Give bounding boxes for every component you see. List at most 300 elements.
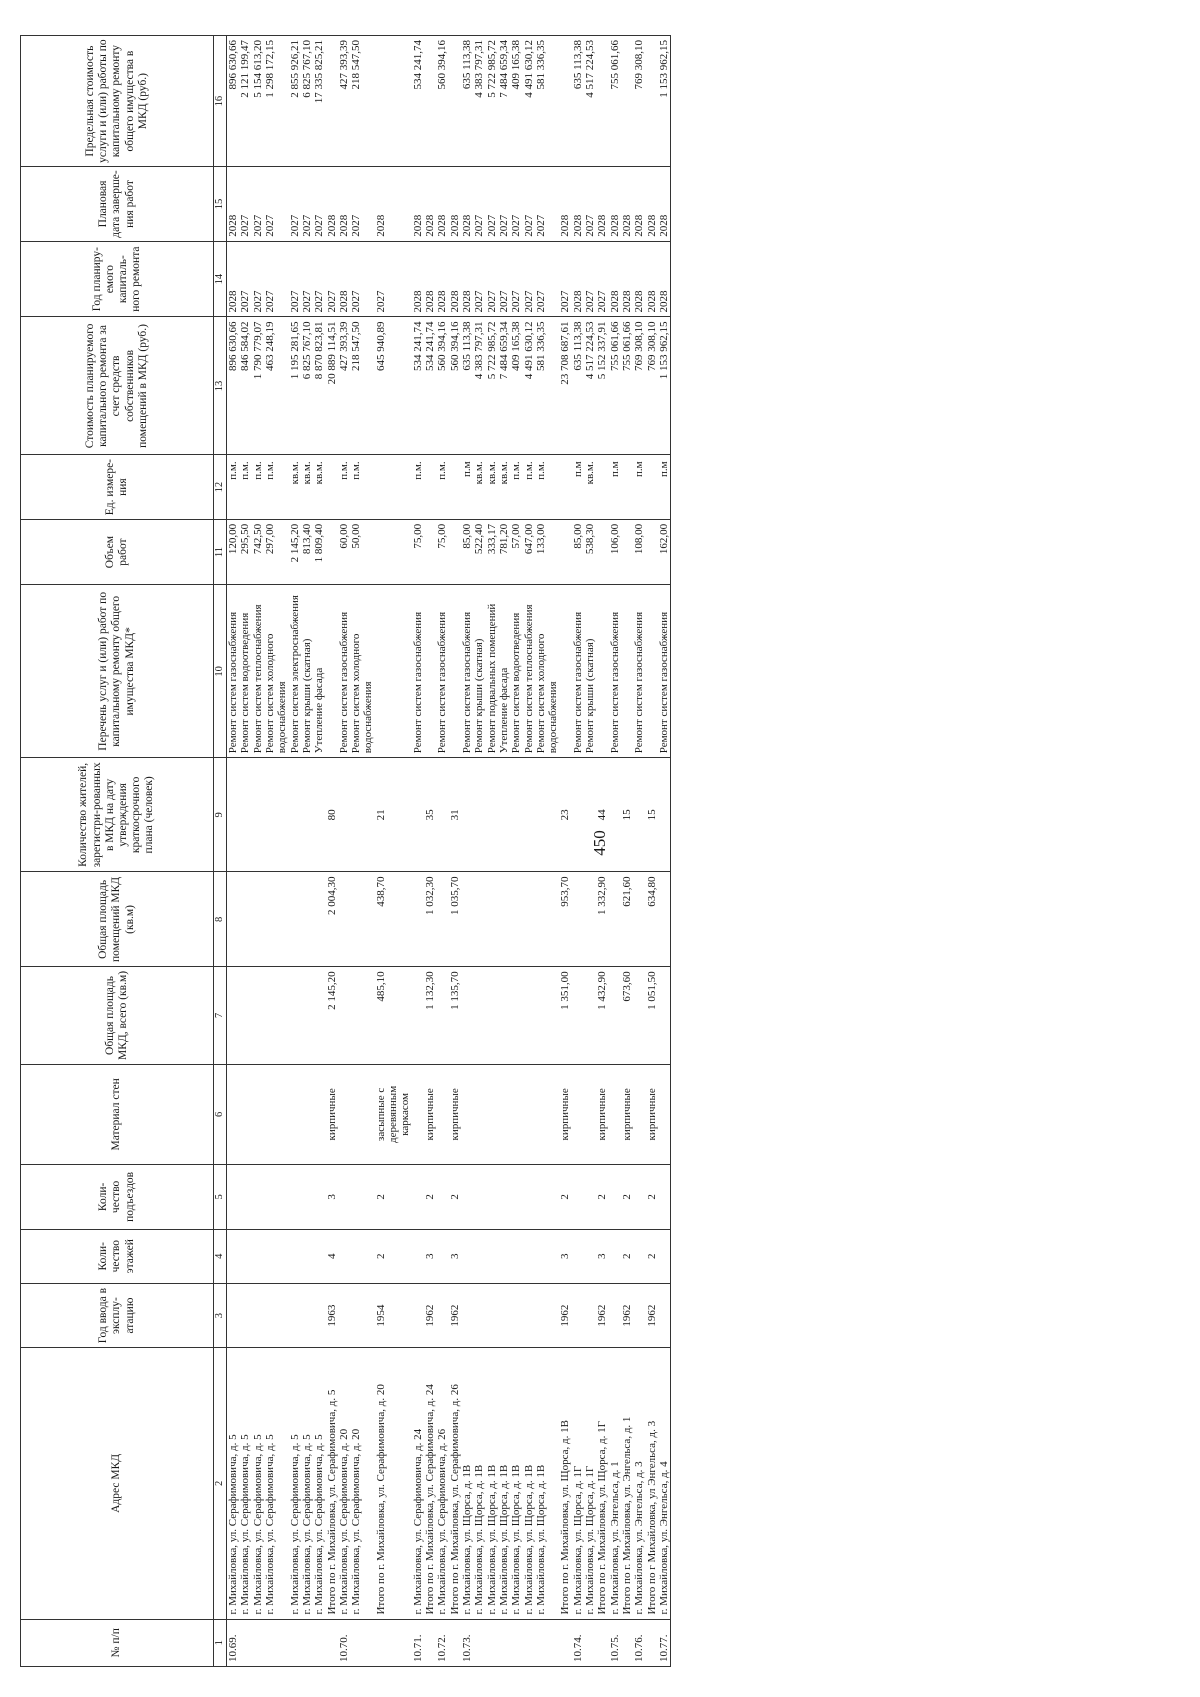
work-type-cell bbox=[449, 585, 461, 758]
work-type-cell bbox=[584, 585, 596, 758]
column-number: 14 bbox=[214, 241, 227, 317]
cell-text: 2027 bbox=[288, 290, 301, 313]
cell-text: 953,70 bbox=[559, 876, 572, 907]
year-built-cell bbox=[461, 1283, 473, 1347]
cell-text: 846 584,02 bbox=[239, 321, 252, 371]
cell-text: Ремонт систем холодного водоснабжения bbox=[534, 633, 560, 754]
cell-text: 755 061,66 bbox=[608, 321, 621, 371]
max-cost-cell bbox=[252, 36, 264, 167]
column-number-row bbox=[214, 36, 227, 1667]
cell-text: Итого по г Михайловка, ул Энгельса, д. 3 bbox=[645, 1420, 658, 1615]
work-volume-cell bbox=[424, 519, 436, 585]
row-number bbox=[338, 1619, 350, 1666]
repair-cost-cell bbox=[498, 317, 510, 455]
address-cell bbox=[633, 1348, 645, 1619]
repair-year-cell bbox=[461, 241, 473, 317]
cell-text: 581 336,35 bbox=[534, 321, 547, 371]
unit-cell bbox=[449, 455, 461, 519]
entrances-cell bbox=[559, 1165, 571, 1229]
wall-material-cell bbox=[461, 1064, 473, 1165]
address-cell bbox=[523, 1348, 535, 1619]
residents-cell bbox=[658, 758, 671, 872]
unit-cell bbox=[289, 455, 301, 519]
work-type-cell bbox=[486, 585, 498, 758]
unit-cell bbox=[338, 455, 350, 519]
work-type-cell bbox=[658, 585, 671, 758]
repair-year-cell bbox=[424, 241, 436, 317]
completion-date-cell bbox=[375, 167, 412, 242]
row-number bbox=[473, 1619, 485, 1666]
cell-text: 2027 bbox=[313, 290, 326, 313]
row-number bbox=[596, 1619, 608, 1666]
cell-text: 2 bbox=[374, 1253, 387, 1259]
work-volume-cell bbox=[559, 519, 571, 585]
cell-text: 1 035,70 bbox=[448, 876, 461, 915]
header-cell: Стоимость планируемого капитального ремонта за счет средств собственников помещений в МКД (руб.) bbox=[21, 317, 214, 455]
work-volume-cell bbox=[326, 519, 338, 585]
cell-text: 635 113,38 bbox=[460, 321, 473, 371]
premises-area-cell bbox=[596, 872, 608, 967]
entrances-cell bbox=[424, 1165, 436, 1229]
completion-date-cell bbox=[227, 167, 240, 242]
cell-text: Ремонт систем газоснабжения bbox=[227, 611, 239, 754]
year-built-cell bbox=[609, 1283, 621, 1347]
cell-text: 2027 bbox=[374, 290, 387, 313]
row-number bbox=[535, 1619, 560, 1666]
residents-cell bbox=[264, 758, 289, 872]
year-built-cell bbox=[252, 1283, 264, 1347]
floors-cell bbox=[239, 1229, 251, 1283]
cell-text: кирпичные bbox=[645, 1088, 658, 1141]
repair-cost-cell bbox=[301, 317, 313, 455]
repair-year-cell bbox=[498, 241, 510, 317]
cell-text: 2027 bbox=[263, 290, 276, 313]
cell-text: 3 bbox=[559, 1253, 572, 1259]
cell-text: г. Михайловка, ул. Серафимовича, д. 5 bbox=[300, 1434, 313, 1615]
cell-text: 2 004,30 bbox=[325, 876, 338, 915]
work-type-cell bbox=[572, 585, 584, 758]
completion-date-cell bbox=[498, 167, 510, 242]
cell-text: п.м bbox=[571, 461, 584, 477]
cell-text: Утепление фасада bbox=[313, 667, 326, 754]
completion-date-cell bbox=[633, 167, 645, 242]
cell-text: 1 790 779,07 bbox=[251, 321, 264, 380]
max-cost-cell bbox=[510, 36, 522, 167]
cell-text: 31 bbox=[448, 809, 461, 821]
cell-text: 2027 bbox=[584, 290, 597, 313]
premises-area-cell bbox=[621, 872, 633, 967]
max-cost-cell bbox=[658, 36, 671, 167]
max-cost-cell bbox=[239, 36, 251, 167]
unit-cell bbox=[596, 455, 608, 519]
cell-text: г. Михайловка, ул. Серафимовича, д. 20 bbox=[337, 1428, 350, 1615]
premises-area-cell bbox=[572, 872, 584, 967]
cell-text: 2027 bbox=[300, 290, 313, 313]
repair-cost-cell bbox=[510, 317, 522, 455]
address-cell bbox=[252, 1348, 264, 1619]
max-cost-cell bbox=[621, 36, 633, 167]
premises-area-cell bbox=[350, 872, 375, 967]
completion-date-cell bbox=[535, 167, 560, 242]
cell-text: 635 113,38 bbox=[571, 40, 584, 90]
header-cell: № п/п bbox=[21, 1619, 214, 1666]
work-volume-cell bbox=[412, 519, 424, 585]
wall-material-cell bbox=[486, 1064, 498, 1165]
entrances-cell bbox=[633, 1165, 645, 1229]
cell-text: 10.69. bbox=[227, 1634, 239, 1662]
table-row bbox=[523, 36, 535, 1667]
work-volume-cell bbox=[461, 519, 473, 585]
cell-text: 2027 bbox=[522, 290, 535, 313]
repair-year-cell bbox=[473, 241, 485, 317]
cell-text: г. Михайловка, ул. Щорса, д. 1В bbox=[522, 1464, 535, 1615]
cell-text: 10.70. bbox=[337, 1634, 350, 1662]
cell-text: 10.75. bbox=[608, 1634, 621, 1662]
year-built-cell bbox=[535, 1283, 560, 1347]
total-area-cell bbox=[572, 967, 584, 1064]
table-row bbox=[559, 36, 571, 1667]
total-area-cell bbox=[523, 967, 535, 1064]
completion-date-cell bbox=[621, 167, 633, 242]
total-area-cell bbox=[510, 967, 522, 1064]
address-cell bbox=[375, 1348, 412, 1619]
cell-text: 2028 bbox=[337, 290, 350, 313]
cell-text: 409 165,38 bbox=[510, 40, 523, 90]
cell-text: 2028 bbox=[227, 290, 239, 313]
residents-cell bbox=[239, 758, 251, 872]
table-row bbox=[596, 36, 608, 1667]
row-number bbox=[239, 1619, 251, 1666]
cell-text: Итого по г. Михайловка, ул. Серафимовича, д. 5 bbox=[325, 1389, 338, 1615]
premises-area-cell bbox=[535, 872, 560, 967]
repair-cost-cell bbox=[412, 317, 424, 455]
entrances-cell bbox=[609, 1165, 621, 1229]
repair-cost-cell bbox=[596, 317, 608, 455]
unit-cell bbox=[239, 455, 251, 519]
work-volume-cell bbox=[486, 519, 498, 585]
floors-cell bbox=[301, 1229, 313, 1283]
unit-cell bbox=[559, 455, 571, 519]
address-cell bbox=[498, 1348, 510, 1619]
cell-text: 2 bbox=[448, 1194, 461, 1200]
work-type-cell bbox=[535, 585, 560, 758]
year-built-cell bbox=[658, 1283, 671, 1347]
max-cost-cell bbox=[486, 36, 498, 167]
cell-text: г. Михайловка, ул. Серафимовича, д. 5 bbox=[251, 1434, 264, 1615]
unit-cell bbox=[227, 455, 240, 519]
cell-text: кв.м. bbox=[584, 461, 597, 485]
row-number bbox=[658, 1619, 671, 1666]
cell-text: 7 484 659,34 bbox=[497, 40, 510, 98]
cell-text: 6 825 767,10 bbox=[300, 321, 313, 380]
repair-cost-cell bbox=[289, 317, 301, 455]
completion-date-cell bbox=[264, 167, 289, 242]
unit-cell bbox=[609, 455, 621, 519]
cell-text: 15 bbox=[621, 809, 633, 821]
premises-area-cell bbox=[289, 872, 301, 967]
entrances-cell bbox=[289, 1165, 301, 1229]
wall-material-cell bbox=[227, 1064, 240, 1165]
repair-year-cell bbox=[584, 241, 596, 317]
cell-text: 634,80 bbox=[645, 876, 658, 907]
cell-text: 581 336,35 bbox=[534, 40, 547, 90]
max-cost-cell bbox=[412, 36, 424, 167]
repair-year-cell bbox=[252, 241, 264, 317]
cell-text: 2028 bbox=[645, 290, 658, 313]
cell-text: 2027 bbox=[263, 214, 276, 237]
work-type-cell bbox=[289, 585, 301, 758]
work-volume-cell bbox=[658, 519, 671, 585]
work-type-cell bbox=[326, 585, 338, 758]
cell-text: 44 bbox=[596, 809, 609, 821]
residents-cell bbox=[326, 758, 338, 872]
cell-text: 1 351,00 bbox=[559, 971, 572, 1010]
unit-cell bbox=[523, 455, 535, 519]
premises-area-cell bbox=[633, 872, 645, 967]
repair-year-cell bbox=[535, 241, 560, 317]
wall-material-cell bbox=[338, 1064, 350, 1165]
max-cost-cell bbox=[301, 36, 313, 167]
cell-text: 538,30 bbox=[584, 523, 597, 555]
completion-date-cell bbox=[350, 167, 375, 242]
residents-cell bbox=[461, 758, 473, 872]
work-type-cell bbox=[412, 585, 424, 758]
cell-text: п.м bbox=[460, 461, 473, 477]
address-cell bbox=[572, 1348, 584, 1619]
column-number: 9 bbox=[214, 758, 227, 872]
unit-cell bbox=[633, 455, 645, 519]
residents-cell bbox=[473, 758, 485, 872]
repair-year-cell bbox=[633, 241, 645, 317]
cell-text: 2028 bbox=[645, 214, 658, 237]
residents-cell bbox=[313, 758, 325, 872]
cell-text: 5 152 337,91 bbox=[596, 321, 609, 380]
floors-cell bbox=[498, 1229, 510, 1283]
total-area-cell bbox=[264, 967, 289, 1064]
cell-text: 427 393,39 bbox=[337, 321, 350, 371]
premises-area-cell bbox=[227, 872, 240, 967]
total-area-cell bbox=[252, 967, 264, 1064]
cell-text: 647,00 bbox=[522, 523, 535, 555]
work-type-cell bbox=[424, 585, 436, 758]
cell-text: 2028 bbox=[608, 214, 621, 237]
entrances-cell bbox=[535, 1165, 560, 1229]
cell-text: 5 722 985,72 bbox=[485, 40, 498, 98]
premises-area-cell bbox=[313, 872, 325, 967]
work-volume-cell bbox=[646, 519, 658, 585]
work-volume-cell bbox=[633, 519, 645, 585]
total-area-cell bbox=[449, 967, 461, 1064]
floors-cell bbox=[559, 1229, 571, 1283]
total-area-cell bbox=[326, 967, 338, 1064]
column-number: 5 bbox=[214, 1165, 227, 1229]
wall-material-cell bbox=[584, 1064, 596, 1165]
cell-text: 769 308,10 bbox=[645, 321, 658, 371]
cell-text: п.м. bbox=[350, 461, 363, 480]
year-built-cell bbox=[227, 1283, 240, 1347]
cell-text: г. Михайловка, ул. Щорса, д. 1В bbox=[460, 1464, 473, 1615]
wall-material-cell bbox=[621, 1064, 633, 1165]
completion-date-cell bbox=[461, 167, 473, 242]
cell-text: 2027 bbox=[510, 214, 523, 237]
unit-cell bbox=[658, 455, 671, 519]
year-built-cell bbox=[498, 1283, 510, 1347]
cell-text: 2 bbox=[559, 1194, 572, 1200]
unit-cell bbox=[473, 455, 485, 519]
unit-cell bbox=[424, 455, 436, 519]
column-number: 7 bbox=[214, 967, 227, 1064]
cell-text: 2028 bbox=[633, 214, 646, 237]
repair-year-cell bbox=[436, 241, 448, 317]
work-volume-cell bbox=[498, 519, 510, 585]
total-area-cell bbox=[338, 967, 350, 1064]
residents-cell bbox=[621, 758, 633, 872]
cell-text: 4 383 797,31 bbox=[473, 321, 486, 380]
cell-text: 2027 bbox=[497, 290, 510, 313]
column-number: 10 bbox=[214, 585, 227, 758]
table-row bbox=[621, 36, 633, 1667]
row-number bbox=[264, 1619, 289, 1666]
premises-area-cell bbox=[498, 872, 510, 967]
wall-material-cell bbox=[658, 1064, 671, 1165]
row-number bbox=[584, 1619, 596, 1666]
cell-text: 534 241,74 bbox=[424, 321, 436, 371]
cell-text: 297,00 bbox=[263, 523, 276, 555]
cell-text: 2028 bbox=[559, 214, 572, 237]
repair-cost-cell bbox=[264, 317, 289, 455]
unit-cell bbox=[461, 455, 473, 519]
cell-text: п.м. bbox=[436, 461, 449, 480]
floors-cell bbox=[510, 1229, 522, 1283]
row-number bbox=[486, 1619, 498, 1666]
max-cost-cell bbox=[326, 36, 338, 167]
work-volume-cell bbox=[510, 519, 522, 585]
total-area-cell bbox=[473, 967, 485, 1064]
residents-cell bbox=[301, 758, 313, 872]
cell-text: 4 383 797,31 bbox=[473, 40, 486, 98]
address-cell bbox=[646, 1348, 658, 1619]
year-built-cell bbox=[621, 1283, 633, 1347]
entrances-cell bbox=[375, 1165, 412, 1229]
cell-text: 1962 bbox=[448, 1304, 461, 1327]
total-area-cell bbox=[486, 967, 498, 1064]
repair-cost-cell bbox=[252, 317, 264, 455]
cell-text: 1 153 962,15 bbox=[657, 321, 670, 380]
repair-year-cell bbox=[350, 241, 375, 317]
cell-text: п.м. bbox=[510, 461, 523, 480]
cell-text: 21 bbox=[374, 809, 387, 821]
work-volume-cell bbox=[596, 519, 608, 585]
entrances-cell bbox=[646, 1165, 658, 1229]
row-number bbox=[227, 1619, 240, 1666]
premises-area-cell bbox=[559, 872, 571, 967]
repair-year-cell bbox=[449, 241, 461, 317]
row-number bbox=[326, 1619, 338, 1666]
cell-text: 438,70 bbox=[374, 876, 387, 907]
wall-material-cell bbox=[449, 1064, 461, 1165]
cell-text: 896 630,66 bbox=[227, 40, 239, 90]
cell-text: 106,00 bbox=[608, 523, 621, 555]
cell-text: 2027 bbox=[350, 214, 363, 237]
cell-text: кв.м. bbox=[485, 461, 498, 485]
cell-text: 2028 bbox=[448, 290, 461, 313]
residents-cell bbox=[486, 758, 498, 872]
table-row bbox=[473, 36, 485, 1667]
row-number bbox=[498, 1619, 510, 1666]
cell-text: 3 bbox=[325, 1194, 338, 1200]
cell-text: Ремонт систем теплоснабжения bbox=[522, 604, 535, 754]
cell-text: 813,40 bbox=[300, 523, 313, 555]
total-area-cell bbox=[436, 967, 448, 1064]
max-cost-cell bbox=[523, 36, 535, 167]
wall-material-cell bbox=[633, 1064, 645, 1165]
entrances-cell bbox=[338, 1165, 350, 1229]
table-row bbox=[313, 36, 325, 1667]
work-volume-cell bbox=[473, 519, 485, 585]
max-cost-cell bbox=[449, 36, 461, 167]
residents-cell bbox=[436, 758, 448, 872]
table-row bbox=[461, 36, 473, 1667]
table-row bbox=[436, 36, 448, 1667]
premises-area-cell bbox=[326, 872, 338, 967]
row-number bbox=[449, 1619, 461, 1666]
column-number: 3 bbox=[214, 1283, 227, 1347]
cell-text: 10.73. bbox=[460, 1634, 473, 1662]
cell-text: 2027 bbox=[239, 214, 252, 237]
cell-text: Итого по г. Михайловка, ул. Серафимовича, д. 26 bbox=[448, 1384, 461, 1615]
wall-material-cell bbox=[424, 1064, 436, 1165]
cell-text: 1 153 962,15 bbox=[657, 40, 670, 98]
row-number bbox=[375, 1619, 412, 1666]
cell-text: г. Михайловка, ул. Щорса, д. 1Г bbox=[584, 1465, 597, 1615]
max-cost-cell bbox=[572, 36, 584, 167]
cell-text: Ремонт систем водоотведения bbox=[510, 612, 523, 754]
floors-cell bbox=[658, 1229, 671, 1283]
premises-area-cell bbox=[584, 872, 596, 967]
cell-text: 10.77. bbox=[657, 1634, 670, 1662]
row-number bbox=[461, 1619, 473, 1666]
premises-area-cell bbox=[264, 872, 289, 967]
table-row bbox=[239, 36, 251, 1667]
cell-text: 485,10 bbox=[374, 971, 387, 1002]
entrances-cell bbox=[596, 1165, 608, 1229]
unit-cell bbox=[326, 455, 338, 519]
cell-text: 2 bbox=[621, 1194, 633, 1200]
entrances-cell bbox=[523, 1165, 535, 1229]
work-type-cell bbox=[301, 585, 313, 758]
premises-area-cell bbox=[449, 872, 461, 967]
unit-cell bbox=[375, 455, 412, 519]
floors-cell bbox=[621, 1229, 633, 1283]
cell-text: Ремонт систем газоснабжения bbox=[657, 611, 670, 754]
entrances-cell bbox=[658, 1165, 671, 1229]
cell-text: Итого по г. Михайловка, ул. Серафимовича, д. 24 bbox=[424, 1384, 436, 1615]
repair-cost-cell bbox=[227, 317, 240, 455]
cell-text: 120,00 bbox=[227, 523, 239, 555]
year-built-cell bbox=[239, 1283, 251, 1347]
residents-cell bbox=[227, 758, 240, 872]
cell-text: 35 bbox=[424, 809, 436, 821]
repair-year-cell bbox=[658, 241, 671, 317]
row-number bbox=[301, 1619, 313, 1666]
header-cell: Адрес МКД bbox=[21, 1348, 214, 1619]
work-type-cell bbox=[461, 585, 473, 758]
cell-text: 635 113,38 bbox=[571, 321, 584, 371]
residents-cell bbox=[510, 758, 522, 872]
year-built-cell bbox=[473, 1283, 485, 1347]
cell-text: г. Михайловка, ул. Щорса, д. 1В bbox=[497, 1464, 510, 1615]
header-row bbox=[21, 36, 214, 1667]
